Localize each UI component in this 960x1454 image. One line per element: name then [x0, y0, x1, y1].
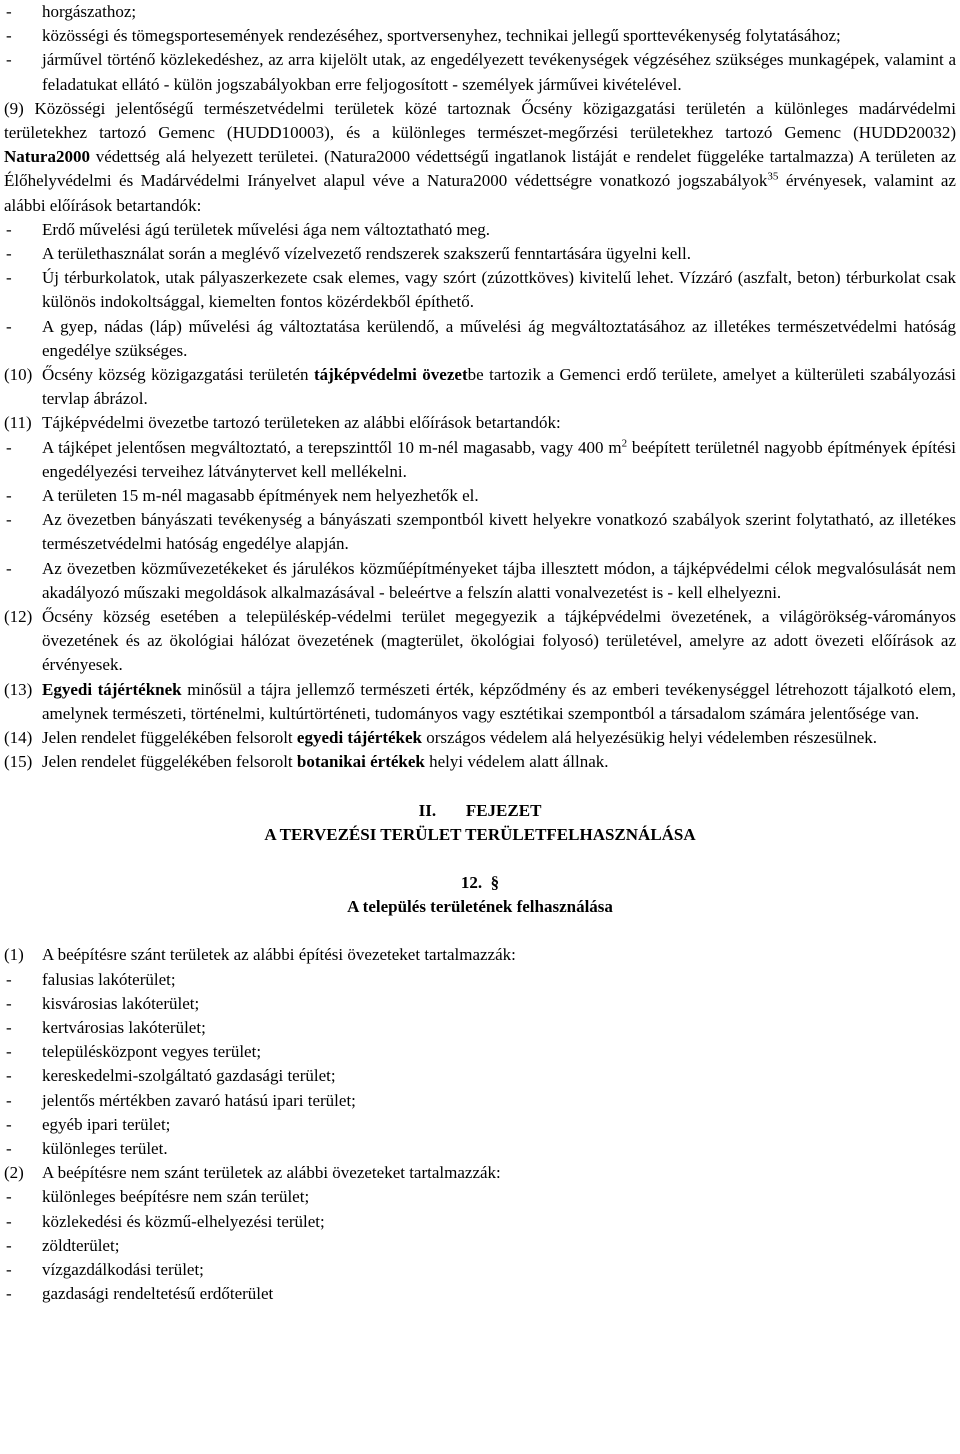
list-dash: - [6, 26, 12, 46]
list-item-text: A területhasználat során a meglévő vízelvezető rendszerek szakszerű fenntartására ügyelni kell. [42, 244, 692, 264]
paragraph-number: (10) [4, 365, 33, 385]
list-item [4, 0, 956, 24]
paragraph-text-part: Jelen rendelet függelékében felsorolt [42, 728, 297, 748]
list-dash: - [6, 316, 12, 336]
list-item-text: településközpont vegyes terület; [42, 1042, 262, 1062]
list-dash: - [6, 1066, 12, 1086]
list-dash: - [6, 1042, 12, 1062]
list-item [4, 992, 956, 1016]
paragraph-11 [4, 411, 956, 435]
list-item [4, 1137, 956, 1161]
list-item-text: Erdő művelési ágú területek művelési ága nem változtatható meg. [42, 219, 490, 239]
list-dash: - [6, 1259, 12, 1279]
paragraph-text: Közösségi jelentőségű természetvédelmi területek közé tartoznak Őcsény közigazgatási területén a különleges madárvédelmi területekhez tartozó Gemenc (HUDD10003), és a különleges természet-megőrzési területekhez tartozó Gemenc (HUDD20032) [4, 98, 956, 143]
paragraph-bold-text: tájképvédelmi övezet [313, 365, 468, 385]
list-item [4, 1258, 956, 1282]
paragraph-number: (15) [4, 752, 33, 772]
list-item-text: Az övezetben közművezetékeket és járulékos közműépítményeket tájba illesztett módon, a tájképvédelmi célok megvalósulását nem akadályozó műszaki megoldások alkalmazásával - beleértve a felszín alatti vonalvezetést is - kell elhelyezni. [42, 558, 956, 602]
paragraph-text-part: Jelen rendelet függelékében felsorolt [42, 752, 297, 772]
list-item-text-part: A tájképet jelentősen megváltoztató, a terepszinttől 10 m-nél magasabb, vagy 400 m [42, 437, 622, 457]
list-item [4, 1282, 956, 1306]
list-item [4, 557, 956, 605]
list-item [4, 1234, 956, 1258]
list-item-text: jelentős mértékben zavaró hatású ipari terület; [42, 1090, 356, 1110]
list-item [4, 1210, 956, 1234]
paragraph-text: A beépítésre nem szánt területek az alábbi övezeteket tartalmazzák: [42, 1163, 501, 1183]
list-dash: - [6, 1114, 12, 1134]
list-item-text: járművel történő közlekedéshez, az arra kijelölt utak, az engedélyezett tevékenységek végzéséhez szükséges munkagépek, valamint a feladatukat ellátó - külön jogszabályokban erre feljogosított - személyek járművei kivételével. [42, 50, 956, 94]
paragraph-bold-text: egyedi tájértékek [296, 728, 422, 748]
paragraph-bold-text: Egyedi tájértéknek [42, 679, 182, 699]
chapter-title: A TERVEZÉSI TERÜLET TERÜLETFELHASZNÁLÁSA [264, 824, 696, 844]
list-item [4, 1113, 956, 1137]
paragraph-number: (12) [4, 607, 33, 627]
list-item-text: A területen 15 m-nél magasabb építmények nem helyezhetők el. [42, 486, 479, 506]
list-item [4, 1185, 956, 1209]
list-dash: - [6, 993, 12, 1013]
list-item-text: falusias lakóterület; [42, 969, 176, 989]
list-dash: - [6, 1284, 12, 1304]
list-item-text: közösségi és tömegsportesemények rendezéséhez, sportversenyhez, technikai jellegű sporttevékenység folytatásához; [42, 26, 841, 46]
paragraph-text [42, 726, 956, 750]
list-item [4, 1016, 956, 1040]
list-dash: - [6, 244, 12, 264]
paragraph-text-part: be tartozik a Gemenci erdő területe, amelyet a külterületi szabályozási tervlap ábrázol. [42, 365, 956, 409]
list-dash: - [6, 1017, 12, 1037]
paragraph-bold-text: Natura2000 [4, 147, 90, 167]
list-item [4, 315, 956, 363]
list-item [4, 1064, 956, 1088]
paragraph-text [42, 678, 956, 726]
paragraph-number: (11) [4, 413, 32, 433]
paragraph-13 [4, 678, 956, 726]
paragraph-14 [4, 726, 956, 750]
list-dash: - [6, 1211, 12, 1231]
list-item-text: A gyep, nádas (láp) művelési ág változtatása kerülendő, a művelési ág megváltoztatásához az illetékes természetvédelmi hatóság engedélye szükséges. [42, 316, 956, 360]
section-title: A település területének felhasználása [347, 897, 613, 917]
list-dash: - [6, 1138, 12, 1158]
list-item [4, 218, 956, 242]
list-item [4, 242, 956, 266]
list-item-text: közlekedési és közmű-elhelyezési terület; [42, 1211, 325, 1231]
list-item-text: vízgazdálkodási terület; [42, 1259, 204, 1279]
list-item [4, 24, 956, 48]
list-item-text: különleges beépítésre nem szán terület; [42, 1187, 310, 1207]
list-dash: - [6, 969, 12, 989]
list-item [4, 1089, 956, 1113]
list-item-text: Új térburkolatok, utak pályaszerkezete csak elemes, vagy szórt (zúzottköves) kivitelű lehet. Vízzáró (aszfalt, beton) térburkolat csak különös indokoltsággal, kiemelten fontos közérdekből építhető. [42, 268, 956, 312]
list-item-text: zöldterület; [42, 1235, 120, 1255]
superscript: 2 [621, 437, 628, 449]
list-item-text: gazdasági rendeltetésű erdőterület [42, 1284, 274, 1304]
list-item-text: kereskedelmi-szolgáltató gazdasági terület; [42, 1066, 336, 1086]
list-dash: - [6, 219, 12, 239]
paragraph-text [42, 750, 956, 774]
paragraph-text: Őcsény község esetében a településkép-védelmi terület megegyezik a tájképvédelmi övezetének, a világörökség-várományos övezetének és az ökológiai hálózat övezetének (magterület, ökológiai folyosó) területével, amelyre az adott övezeti előírások az érvényesek. [42, 607, 956, 675]
paragraph-12 [4, 605, 956, 678]
paragraph-9 [4, 97, 956, 218]
list-item-text: Az övezetben bányászati tevékenység a bányászati szempontból kivett helyekre vonatkozó szabályok szerint folytatható, az illetékes természetvédelmi hatóság engedélye alapján. [42, 510, 956, 554]
footnote-ref: 35 [767, 170, 779, 183]
paragraph-text-part: minősül a tájra jellemző természeti érték, képződmény és az emberi tevékenységgel létrehozott tájalkotó elem, amelynek természeti, történelmi, kultúrtörténeti, tudományos vagy esztétikai szempontból a társadalom számára jelentősége van. [42, 679, 956, 723]
subsection-2 [4, 1161, 956, 1185]
list-item [4, 48, 956, 96]
list-item-text: kertvárosias lakóterület; [42, 1017, 206, 1037]
paragraph-15 [4, 750, 956, 774]
paragraph-text: védettség alá helyezett területei. (Natura2000 védettségű ingatlanok listáját e rendelet függeléke tartalmazza) A területen az Élőhelyvédelmi és Madárvédelmi Irányelvet alapul véve a Natura2000 védettségre vonatkozó jogszabályok [4, 147, 956, 191]
list-item-text-part: beépített területnél nagyobb építmények építési engedélyezési terveihez látványtervet kell mellékelni. [42, 437, 956, 481]
paragraph-number: (9) [4, 98, 24, 118]
paragraph-bold-text: botanikai értékek [296, 752, 425, 772]
subsection-1 [4, 943, 956, 967]
list-item [4, 1040, 956, 1064]
list-dash: - [6, 1090, 12, 1110]
list-item-text: különleges terület. [42, 1138, 168, 1158]
paragraph-number: (2) [4, 1163, 24, 1183]
paragraph-text-part: helyi védelem alatt állnak. [424, 752, 609, 772]
list-item-text: egyéb ipari terület; [42, 1114, 171, 1134]
paragraph-number: (13) [4, 679, 33, 699]
paragraph-text-part: országos védelem alá helyezésükig helyi védelemben részesülnek. [422, 728, 878, 748]
chapter-number: II. FEJEZET [418, 800, 542, 820]
section-number: 12. § [460, 872, 500, 892]
list-dash: - [6, 437, 12, 457]
list-item [4, 484, 956, 508]
paragraph-10 [4, 363, 956, 411]
list-dash: - [6, 558, 12, 578]
list-item [4, 266, 956, 314]
paragraph-text [42, 363, 956, 411]
list-dash: - [6, 486, 12, 506]
paragraph-text: érvényesek, valamint az alábbi előírások betartandók: [4, 171, 956, 215]
list-item [4, 436, 956, 484]
list-dash: - [6, 1235, 12, 1255]
list-item [4, 968, 956, 992]
list-dash: - [6, 268, 12, 288]
paragraph-number: (14) [4, 728, 33, 748]
paragraph-text: Tájképvédelmi övezetbe tartozó területeken az alábbi előírások betartandók: [42, 413, 561, 433]
list-dash: - [6, 2, 12, 21]
list-item-text: kisvárosias lakóterület; [42, 993, 200, 1013]
list-item-text: horgászathoz; [42, 2, 137, 21]
list-dash: - [6, 1187, 12, 1207]
paragraph-number: (1) [4, 945, 24, 965]
list-item [4, 508, 956, 556]
paragraph-text: A beépítésre szánt területek az alábbi építési övezeteket tartalmazzák: [42, 945, 516, 965]
paragraph-text-part: Őcsény község közigazgatási területén [42, 365, 314, 385]
list-dash: - [6, 510, 12, 530]
list-item-text [42, 436, 956, 484]
list-dash: - [6, 50, 12, 70]
